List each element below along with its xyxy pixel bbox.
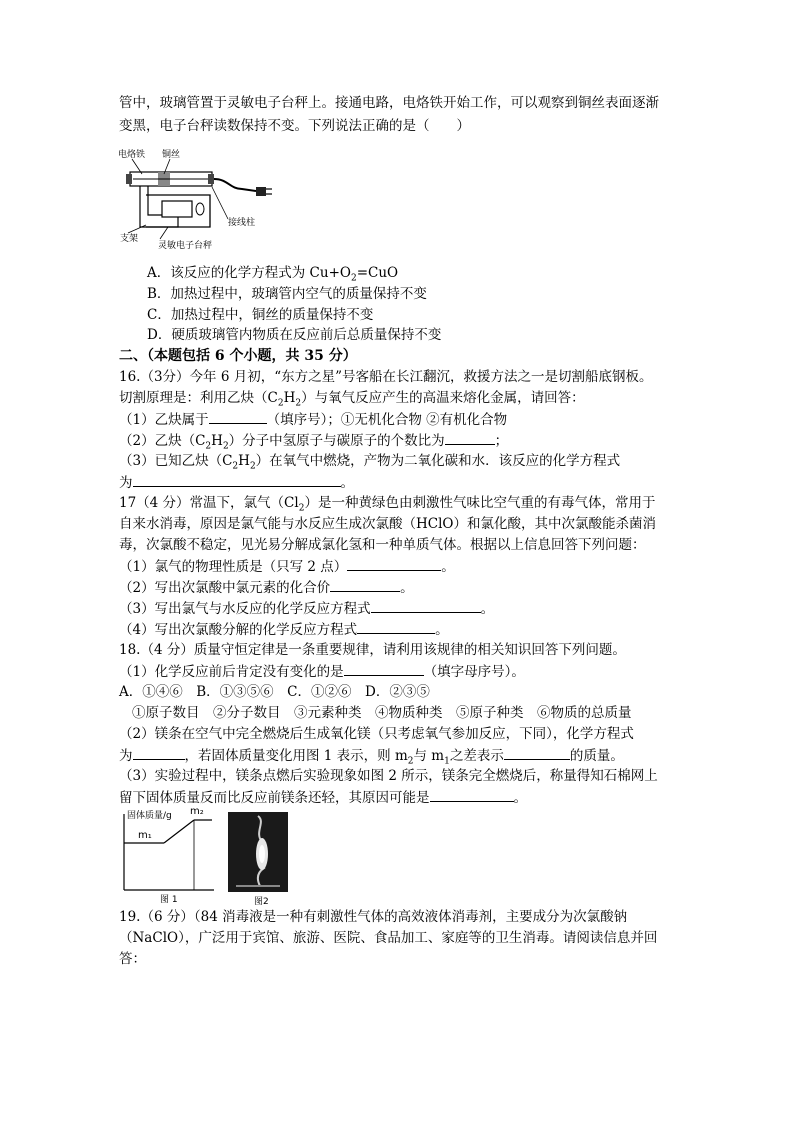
label-terminal: 接线柱 [228, 218, 256, 228]
intro-line-1: 管中，玻璃管置于灵敏电子台秤上。接通电路，电烙铁开始工作，可以观察到铜丝表面逐渐 [119, 95, 659, 111]
figure-2-caption: 图2 [254, 897, 269, 907]
q16-part-2: （2）乙炔$(C_2H_2)$分子中氢原子与碳原子的个数比为 ； [119, 433, 509, 452]
q17-line-1: 17（4 分）常温下，氯气$(Cl_2)$是一种黄绿色由刺激性气味比空气重的有毒气体，常用于 [119, 495, 656, 514]
figure-2-photo [228, 812, 288, 906]
label-scale: 灵敏电子台秤 [158, 241, 213, 251]
figure-1-ylabel: 固体质量/g [127, 811, 172, 821]
q18-part-1: （1）化学反应前后肯定没有变化的是 （填字母序号）。 [119, 664, 525, 680]
apparatus-drawing [118, 145, 278, 250]
q17-line-3: 毒，次氯酸不稳定，见光易分解成氯化氢和一种单质气体。根据以上信息回答下列问题： [119, 537, 646, 553]
answer-blank[interactable] [133, 473, 341, 487]
answer-blank[interactable] [504, 746, 570, 760]
apparatus-figure [118, 145, 278, 250]
q16-part-3-answer: 为 。 [119, 475, 354, 491]
q16-part-1: （1）乙炔属于 （填序号）；①无机化合物 ②有机化合物 [119, 412, 508, 428]
burning-magnesium-photo [228, 812, 288, 892]
intro-line-2: 变黑，电子台秤读数保持不变。下列说法正确的是（ ） [119, 118, 470, 134]
q18-part-2-line-1: （2）镁条在空气中完全燃烧后生成氧化镁（只考虑氧气参加反应，下同），化学方程式 [119, 726, 634, 742]
figure-1-m2: m₂ [190, 806, 204, 817]
answer-blank[interactable] [330, 578, 400, 592]
figure-1-m1: m₁ [138, 830, 152, 841]
option-a: A．该反应的化学方程式为 $Cu+O_2=CuO$ [147, 265, 399, 284]
figure-1-graph [118, 808, 218, 904]
q17-part-3: （3）写出氯气与水反应的化学反应方程式 。 [119, 601, 495, 617]
q18-items: ①原子数目 ②分子数目 ③元素种类 ④物质种类 ⑤原子种类 ⑥物质的总质量 [132, 705, 632, 721]
q19-line-3: 答： [119, 951, 146, 967]
option-d: D．硬质玻璃管内物质在反应前后总质量保持不变 [147, 327, 442, 343]
q18-line-1: 18.（4 分）质量守恒定律是一条重要规律，请利用该规律的相关知识回答下列问题。 [119, 642, 626, 658]
q17-line-2: 自来水消毒，原因是氯气能与水反应生成次氯酸（HClO）和氯化酸，其中次氯酸能杀菌消 [119, 516, 656, 532]
q16-line-2: 切割原理是：利用乙炔$(C_2H_2)$与氧气反应产生的高温来熔化金属，请回答： [119, 390, 585, 409]
label-stand: 支架 [120, 234, 139, 244]
answer-blank[interactable] [445, 431, 495, 445]
q19-line-2: （NaClO），广泛用于宾馆、旅游、医院、食品加工、家庭等的卫生消毒。请阅读信息并回 [119, 930, 658, 946]
q18-choices: A．①④⑥ B．①③⑤⑥ C．①②⑥ D．②③⑤ [119, 684, 430, 700]
label-copper-wire: 铜丝 [162, 150, 181, 160]
q17-part-4: （4）写出次氯酸分解的化学反应方程式 。 [119, 622, 449, 638]
graph-segment-rise [164, 820, 194, 843]
q17-part-1: （1）氯气的物理性质是（只写 2 点） 。 [119, 559, 455, 575]
q16-line-1: 16.（3分）今年 6 月初，“东方之星”号客船在长江翻沉，救援方法之一是切割船底钢板。 [119, 369, 653, 385]
q19-line-1: 19.（6 分）（84 消毒液是一种有刺激性气体的高效液体消毒剂，主要成分为次氯酸钠 [119, 909, 628, 925]
answer-blank[interactable] [430, 788, 514, 802]
mass-graph [118, 808, 218, 904]
q18-part-3-line-2: 留下固体质量反而比反应前镁条还轻，其原因可能是 。 [119, 790, 527, 806]
section-title: 二、（本题包括 6 个小题，共 35 分） [119, 348, 357, 364]
answer-blank[interactable] [357, 620, 435, 634]
q18-part-2-line-2: 为 ，若固体质量变化用图 1 表示，则 $m_2$与 $m_1$之差表示 的质量。 [119, 748, 624, 767]
answer-blank[interactable] [347, 557, 441, 571]
answer-blank[interactable] [133, 746, 185, 760]
label-soldering-iron: 电烙铁 [118, 150, 146, 160]
answer-blank[interactable] [344, 662, 424, 676]
option-b: B．加热过程中，玻璃管内空气的质量保持不变 [147, 286, 427, 302]
option-c: C．加热过程中，铜丝的质量保持不变 [147, 307, 374, 323]
q17-part-2: （2）写出次氯酸中氯元素的化合价 。 [119, 580, 414, 596]
figure-1-caption: 图 1 [160, 895, 178, 905]
answer-blank[interactable] [209, 410, 267, 424]
q16-part-3: （3）已知乙炔$(C_2H_2)$在氧气中燃烧，产物为二氧化碳和水．该反应的化学方程式 [119, 453, 621, 472]
q18-part-3-line-1: （3）实验过程中，镁条点燃后实验现象如图 2 所示，镁条完全燃烧后，称量得知石棉网上 [119, 768, 658, 784]
answer-blank[interactable] [371, 599, 481, 613]
